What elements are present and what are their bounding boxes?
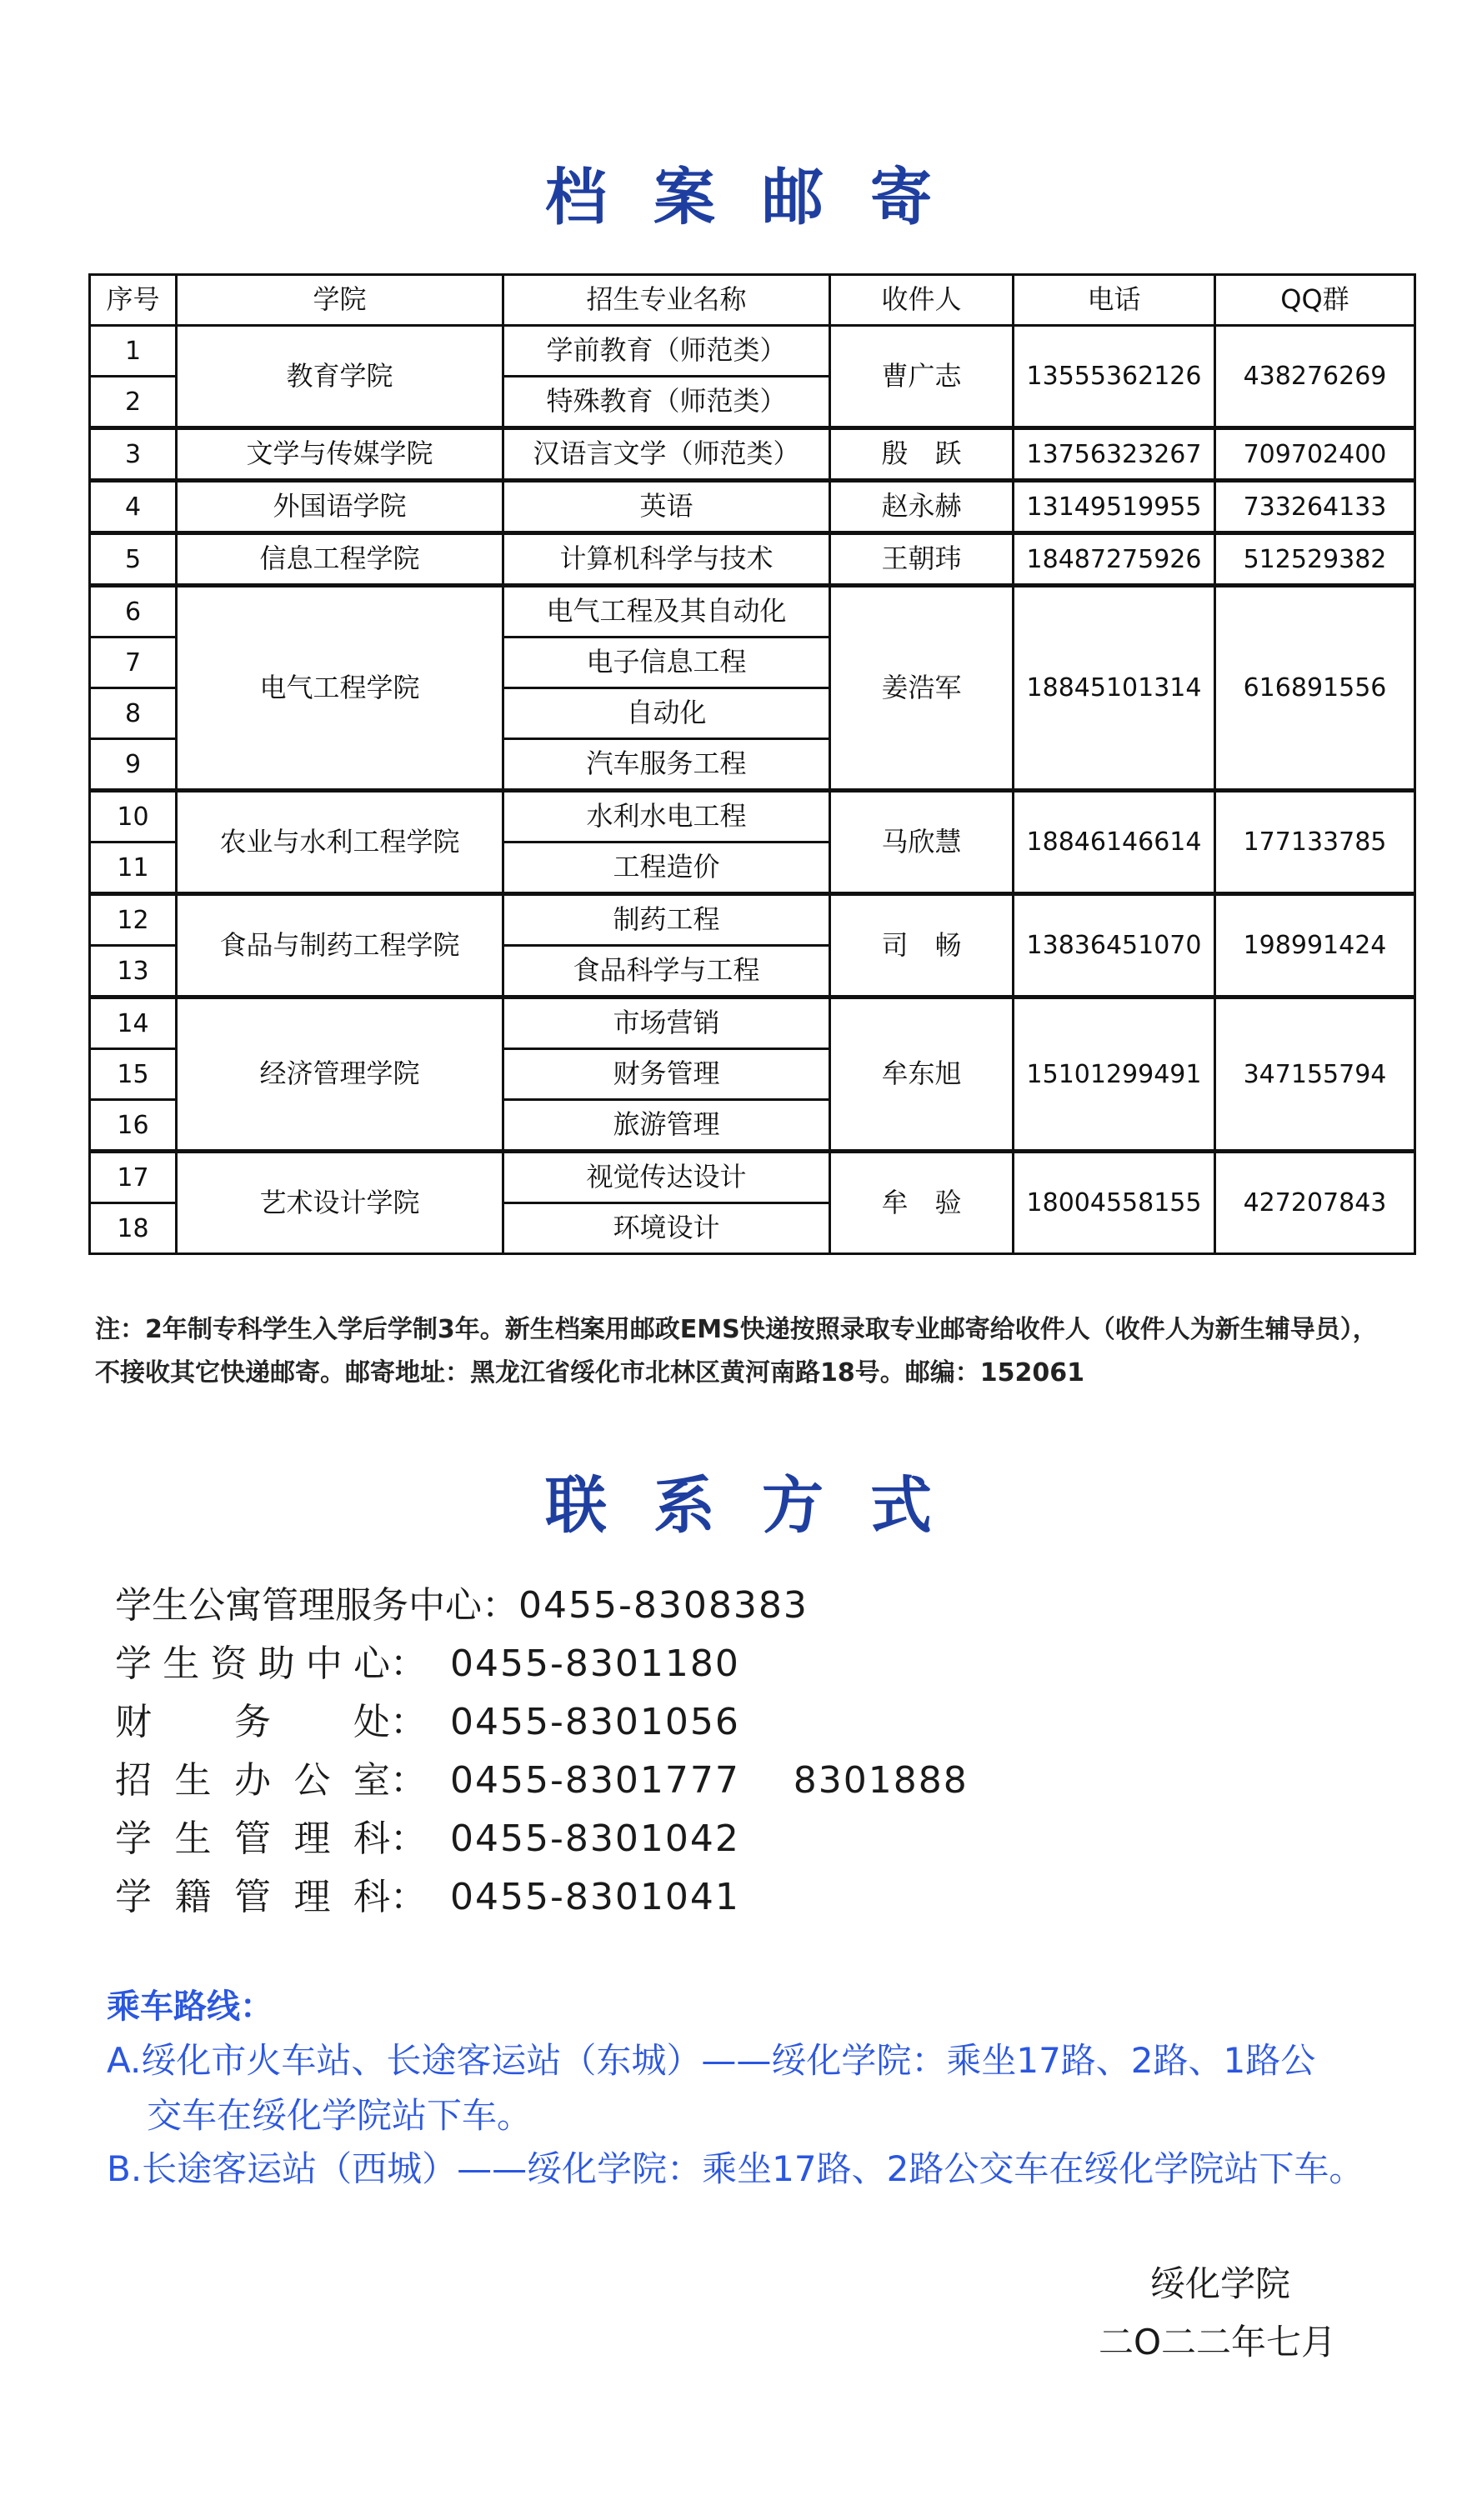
route-a-line2: 交车在绥化学院站下车。 — [147, 2095, 533, 2136]
table-header-row — [90, 275, 1415, 326]
cell-no: 6 — [90, 586, 177, 638]
cell-major: 制药工程 — [503, 894, 830, 946]
cell-qq: 438276269 — [1215, 326, 1415, 428]
contact-phone: 0455-8301180 — [450, 1642, 740, 1685]
cell-phone: 18845101314 — [1014, 586, 1215, 791]
cell-major: 英语 — [503, 481, 830, 533]
table-row — [90, 428, 1415, 481]
cell-major: 汉语言文学（师范类） — [503, 428, 830, 481]
archive-table — [88, 273, 1416, 1255]
cell-no: 13 — [90, 946, 177, 998]
route-b-line1: B.长途客运站（西城）——绥化学院：乘坐17路、2路公交车在绥化学院站下车。 — [107, 2148, 1364, 2189]
cell-no: 2 — [90, 377, 177, 428]
cell-college: 农业与水利工程学院 — [177, 791, 503, 894]
cell-college: 信息工程学院 — [177, 533, 503, 586]
cell-qq: 512529382 — [1215, 533, 1415, 586]
cell-recipient: 牟 验 — [830, 1152, 1014, 1254]
table-row — [90, 326, 1415, 377]
cell-major: 水利水电工程 — [503, 791, 830, 842]
cell-major: 工程造价 — [503, 842, 830, 894]
contact-colon: ： — [482, 1584, 518, 1627]
table-row — [90, 894, 1415, 946]
table-row — [90, 481, 1415, 533]
cell-college: 文学与传媒学院 — [177, 428, 503, 481]
cell-no: 3 — [90, 428, 177, 481]
cell-no: 18 — [90, 1203, 177, 1254]
cell-recipient: 曹广志 — [830, 326, 1014, 428]
cell-no: 11 — [90, 842, 177, 894]
cell-no: 10 — [90, 791, 177, 842]
contact-label: 学籍管理科 — [115, 1876, 390, 1918]
table-body — [90, 326, 1415, 1254]
cell-major: 学前教育（师范类） — [503, 326, 830, 377]
cell-major: 环境设计 — [503, 1203, 830, 1254]
cell-college: 食品与制药工程学院 — [177, 894, 503, 998]
cell-qq: 177133785 — [1215, 791, 1415, 894]
cell-college: 电气工程学院 — [177, 586, 503, 791]
cell-no: 5 — [90, 533, 177, 586]
archive-section-title: 档案邮寄 — [545, 162, 979, 233]
contact-row — [115, 1635, 1365, 1693]
route-b — [107, 2142, 1407, 2197]
cell-recipient: 赵永赫 — [830, 481, 1014, 533]
cell-no: 12 — [90, 894, 177, 946]
cell-no: 15 — [90, 1049, 177, 1100]
cell-major: 电气工程及其自动化 — [503, 586, 830, 638]
cell-college: 艺术设计学院 — [177, 1152, 503, 1254]
contact-label: 学生管理科 — [115, 1818, 390, 1860]
cell-recipient: 司 畅 — [830, 894, 1014, 998]
cell-no: 8 — [90, 688, 177, 739]
cell-major: 市场营销 — [503, 998, 830, 1049]
header-major: 招生专业名称 — [503, 275, 830, 326]
cell-phone: 13836451070 — [1014, 894, 1215, 998]
cell-college: 经济管理学院 — [177, 998, 503, 1152]
contact-row — [115, 1810, 1365, 1868]
cell-qq: 616891556 — [1215, 586, 1415, 791]
archive-note: 注：2年制专科学生入学后学制3年。新生档案用邮政EMS快递按照录取专业邮寄给收件人（收件人为新生辅导员），不接收其它快递邮寄。邮寄地址：黑龙江省绥化市北林区黄河南路18号。邮编：152061 — [95, 1315, 1378, 1388]
route-a-line1: A.绥化市火车站、长途客运站（东城）——绥化学院：乘坐17路、2路、1路公 — [107, 2040, 1316, 2081]
cell-no: 7 — [90, 638, 177, 688]
cell-major: 汽车服务工程 — [503, 739, 830, 791]
cell-recipient: 王朝玮 — [830, 533, 1014, 586]
cell-phone: 18004558155 — [1014, 1152, 1215, 1254]
cell-recipient: 殷 跃 — [830, 428, 1014, 481]
cell-major: 财务管理 — [503, 1049, 830, 1100]
header-no: 序号 — [90, 275, 177, 326]
cell-no: 4 — [90, 481, 177, 533]
contact-row — [115, 1577, 1365, 1635]
header-qq: QQ群 — [1215, 275, 1415, 326]
cell-phone: 18846146614 — [1014, 791, 1215, 894]
cell-phone: 13756323267 — [1014, 428, 1215, 481]
cell-phone: 15101299491 — [1014, 998, 1215, 1152]
contact-phone: 0455-8301056 — [450, 1701, 740, 1743]
cell-major: 食品科学与工程 — [503, 946, 830, 998]
cell-college: 教育学院 — [177, 326, 503, 428]
table-row — [90, 998, 1415, 1049]
contact-colon: ： — [390, 1759, 427, 1802]
table-row — [90, 791, 1415, 842]
cell-qq: 198991424 — [1215, 894, 1415, 998]
route-a — [107, 2033, 1407, 2143]
header-recipient: 收件人 — [830, 275, 1014, 326]
contact-colon: ： — [390, 1642, 427, 1685]
cell-qq: 427207843 — [1215, 1152, 1415, 1254]
contact-phone: 0455-8301777 8301888 — [450, 1759, 969, 1802]
contact-label: 学生公寓管理服务中心 — [115, 1584, 482, 1627]
cell-major: 视觉传达设计 — [503, 1152, 830, 1203]
contact-phone: 0455-8301042 — [450, 1818, 740, 1860]
cell-no: 1 — [90, 326, 177, 377]
cell-major: 旅游管理 — [503, 1100, 830, 1152]
contact-list — [115, 1577, 1365, 1927]
cell-recipient: 牟东旭 — [830, 998, 1014, 1152]
cell-recipient: 姜浩军 — [830, 586, 1014, 791]
cell-major: 自动化 — [503, 688, 830, 739]
table-row — [90, 1152, 1415, 1203]
header-college: 学院 — [177, 275, 503, 326]
signoff-date: 二O二二年七月 — [1099, 2322, 1337, 2362]
contact-section-title: 联系方式 — [545, 1470, 979, 1542]
contact-row — [115, 1752, 1365, 1810]
contact-phone: 0455-8308383 — [518, 1584, 809, 1627]
cell-no: 9 — [90, 739, 177, 791]
contact-label: 学生资助中心 — [115, 1642, 390, 1685]
contact-row — [115, 1868, 1365, 1927]
cell-major: 特殊教育（师范类） — [503, 377, 830, 428]
cell-no: 14 — [90, 998, 177, 1049]
contact-colon: ： — [390, 1876, 427, 1918]
cell-no: 17 — [90, 1152, 177, 1203]
cell-major: 计算机科学与技术 — [503, 533, 830, 586]
cell-major: 电子信息工程 — [503, 638, 830, 688]
cell-phone: 13149519955 — [1014, 481, 1215, 533]
table-row — [90, 586, 1415, 638]
route-heading: 乘车路线： — [107, 1988, 273, 2026]
contact-label: 财务处 — [115, 1701, 390, 1743]
contact-colon: ： — [390, 1818, 427, 1860]
cell-qq: 733264133 — [1215, 481, 1415, 533]
cell-qq: 709702400 — [1215, 428, 1415, 481]
header-phone: 电话 — [1014, 275, 1215, 326]
cell-phone: 18487275926 — [1014, 533, 1215, 586]
cell-qq: 347155794 — [1215, 998, 1415, 1152]
cell-no: 16 — [90, 1100, 177, 1152]
cell-phone: 13555362126 — [1014, 326, 1215, 428]
contact-colon: ： — [390, 1701, 427, 1743]
contact-label: 招生办公室 — [115, 1759, 390, 1802]
signoff-school: 绥化学院 — [1150, 2263, 1291, 2304]
cell-recipient: 马欣慧 — [830, 791, 1014, 894]
cell-college: 外国语学院 — [177, 481, 503, 533]
table-row — [90, 533, 1415, 586]
contact-row — [115, 1693, 1365, 1752]
contact-phone: 0455-8301041 — [450, 1876, 740, 1918]
